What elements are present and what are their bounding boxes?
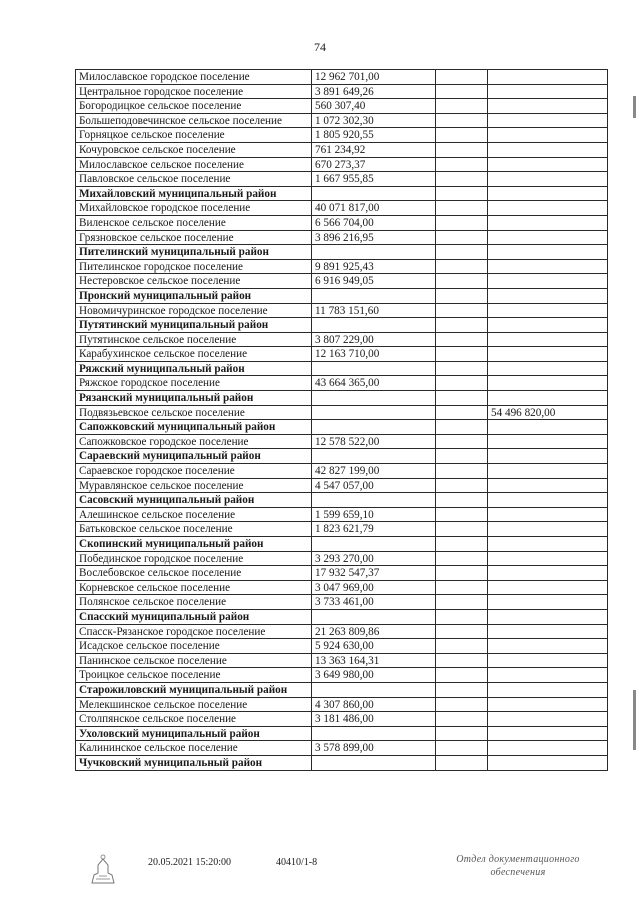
empty-cell [436, 755, 488, 770]
empty-cell [436, 507, 488, 522]
table-row [76, 624, 608, 639]
amount-cell [312, 420, 436, 435]
footer [0, 854, 640, 897]
amount-cell: 3 047 969,00 [312, 580, 436, 595]
footer-department-line2: обеспечения [490, 867, 546, 878]
settlement-name: Вослебовское сельское поселение [76, 566, 312, 581]
scan-margin-mark [633, 96, 636, 118]
amount2-cell [488, 712, 608, 727]
table-row [76, 128, 608, 143]
empty-cell [436, 566, 488, 581]
amount2-cell [488, 99, 608, 114]
settlement-name: Корневское сельское поселение [76, 580, 312, 595]
empty-cell [436, 551, 488, 566]
district-row [76, 318, 608, 333]
empty-cell [436, 609, 488, 624]
amount-cell: 1 072 302,30 [312, 113, 436, 128]
empty-cell [436, 741, 488, 756]
amount2-cell [488, 639, 608, 654]
amount-cell: 1 599 659,10 [312, 507, 436, 522]
empty-cell [436, 697, 488, 712]
empty-cell [436, 624, 488, 639]
district-row [76, 609, 608, 624]
amount-cell: 3 181 486,00 [312, 712, 436, 727]
amount-cell: 12 578 522,00 [312, 434, 436, 449]
amount-cell: 11 783 151,60 [312, 303, 436, 318]
empty-cell [436, 478, 488, 493]
table-row [76, 405, 608, 420]
district-row [76, 186, 608, 201]
empty-cell [436, 288, 488, 303]
amount-cell [312, 288, 436, 303]
empty-cell [436, 391, 488, 406]
amount2-cell [488, 303, 608, 318]
settlement-name: Павловское сельское поселение [76, 172, 312, 187]
amount2-cell [488, 70, 608, 85]
amount2-cell [488, 741, 608, 756]
amount-cell [312, 537, 436, 552]
scan-margin-mark [633, 690, 636, 750]
empty-cell [436, 682, 488, 697]
empty-cell [436, 361, 488, 376]
empty-cell [436, 172, 488, 187]
table-row [76, 142, 608, 157]
amount2-cell [488, 726, 608, 741]
empty-cell [436, 493, 488, 508]
amount2-cell [488, 128, 608, 143]
amount2-cell [488, 609, 608, 624]
footer-doc-number: 40410/1-8 [276, 857, 318, 868]
amount2-cell [488, 172, 608, 187]
amount2-cell [488, 230, 608, 245]
coat-of-arms-icon [88, 853, 118, 887]
settlement-name: Муравлянское сельское поселение [76, 478, 312, 493]
amount2-cell [488, 755, 608, 770]
district-row [76, 420, 608, 435]
amount-cell [312, 609, 436, 624]
empty-cell [436, 259, 488, 274]
district-row [76, 726, 608, 741]
amount-cell [312, 318, 436, 333]
district-name: Пителинский муниципальный район [76, 245, 312, 260]
empty-cell [436, 215, 488, 230]
district-row [76, 361, 608, 376]
settlement-name: Виленское сельское поселение [76, 215, 312, 230]
settlement-name: Милославское сельское поселение [76, 157, 312, 172]
amount2-cell [488, 464, 608, 479]
amount2-cell [488, 347, 608, 362]
amount-cell: 6 566 704,00 [312, 215, 436, 230]
empty-cell [436, 580, 488, 595]
settlement-name: Кочуровское сельское поселение [76, 142, 312, 157]
amount-cell: 761 234,92 [312, 142, 436, 157]
settlement-name: Новомичуринское городское поселение [76, 303, 312, 318]
amount-cell [312, 361, 436, 376]
amount2-cell [488, 274, 608, 289]
empty-cell [436, 201, 488, 216]
table-row [76, 113, 608, 128]
table-row [76, 639, 608, 654]
amount2-cell [488, 507, 608, 522]
amount2-cell [488, 420, 608, 435]
amount2-cell [488, 580, 608, 595]
table-row [76, 522, 608, 537]
table-row [76, 712, 608, 727]
district-name: Пронский муниципальный район [76, 288, 312, 303]
amount-cell: 12 962 701,00 [312, 70, 436, 85]
settlement-name: Михайловское городское поселение [76, 201, 312, 216]
settlement-name: Батьковское сельское поселение [76, 522, 312, 537]
amount2-cell [488, 113, 608, 128]
table-row [76, 653, 608, 668]
table-row [76, 70, 608, 85]
footer-department-line1: Отдел документационного [456, 854, 580, 865]
district-name: Рязанский муниципальный район [76, 391, 312, 406]
allocation-table [75, 69, 608, 771]
empty-cell [436, 449, 488, 464]
amount2-cell [488, 142, 608, 157]
empty-cell [436, 142, 488, 157]
table-row [76, 551, 608, 566]
table-row [76, 332, 608, 347]
amount2-cell [488, 288, 608, 303]
amount2-cell [488, 215, 608, 230]
settlement-name: Богородицкое сельское поселение [76, 99, 312, 114]
amount2-cell: 54 496 820,00 [488, 405, 608, 420]
table-row [76, 697, 608, 712]
district-row [76, 245, 608, 260]
empty-cell [436, 70, 488, 85]
amount-cell [312, 391, 436, 406]
table-row [76, 274, 608, 289]
empty-cell [436, 726, 488, 741]
district-row [76, 755, 608, 770]
amount2-cell [488, 259, 608, 274]
amount2-cell [488, 624, 608, 639]
amount-cell [312, 726, 436, 741]
amount2-cell [488, 537, 608, 552]
amount-cell: 1 667 955,85 [312, 172, 436, 187]
amount-cell: 17 932 547,37 [312, 566, 436, 581]
settlement-name: Сараевское городское поселение [76, 464, 312, 479]
empty-cell [436, 522, 488, 537]
amount-cell: 42 827 199,00 [312, 464, 436, 479]
amount-cell: 1 823 621,79 [312, 522, 436, 537]
amount2-cell [488, 522, 608, 537]
amount2-cell [488, 668, 608, 683]
amount2-cell [488, 566, 608, 581]
empty-cell [436, 420, 488, 435]
empty-cell [436, 318, 488, 333]
table-row [76, 376, 608, 391]
amount-cell: 3 649 980,00 [312, 668, 436, 683]
empty-cell [436, 464, 488, 479]
empty-cell [436, 595, 488, 610]
table-row [76, 99, 608, 114]
district-row [76, 288, 608, 303]
amount2-cell [488, 449, 608, 464]
empty-cell [436, 230, 488, 245]
table-row [76, 580, 608, 595]
amount2-cell [488, 84, 608, 99]
table-row [76, 507, 608, 522]
empty-cell [436, 332, 488, 347]
empty-cell [436, 99, 488, 114]
district-name: Сасовский муниципальный район [76, 493, 312, 508]
amount-cell [312, 449, 436, 464]
settlement-name: Исадское сельское поселение [76, 639, 312, 654]
district-name: Сараевский муниципальный район [76, 449, 312, 464]
table-row [76, 172, 608, 187]
amount2-cell [488, 595, 608, 610]
empty-cell [436, 653, 488, 668]
amount-cell: 3 578 899,00 [312, 741, 436, 756]
table-row [76, 215, 608, 230]
amount-cell: 43 664 365,00 [312, 376, 436, 391]
empty-cell [436, 113, 488, 128]
settlement-name: Троицкое сельское поселение [76, 668, 312, 683]
amount-cell [312, 682, 436, 697]
table-row [76, 464, 608, 479]
amount-cell: 3 807 229,00 [312, 332, 436, 347]
district-name: Старожиловский муниципальный район [76, 682, 312, 697]
table-row [76, 201, 608, 216]
amount-cell: 9 891 925,43 [312, 259, 436, 274]
amount-cell: 40 071 817,00 [312, 201, 436, 216]
empty-cell [436, 668, 488, 683]
empty-cell [436, 303, 488, 318]
district-name: Михайловский муниципальный район [76, 186, 312, 201]
empty-cell [436, 537, 488, 552]
district-row [76, 537, 608, 552]
district-row [76, 391, 608, 406]
settlement-name: Ряжское городское поселение [76, 376, 312, 391]
amount-cell: 12 163 710,00 [312, 347, 436, 362]
amount-cell: 13 363 164,31 [312, 653, 436, 668]
amount2-cell [488, 653, 608, 668]
empty-cell [436, 347, 488, 362]
amount2-cell [488, 434, 608, 449]
table-row [76, 434, 608, 449]
table-row [76, 347, 608, 362]
amount-cell: 1 805 920,55 [312, 128, 436, 143]
settlement-name: Панинское сельское поселение [76, 653, 312, 668]
amount2-cell [488, 697, 608, 712]
amount2-cell [488, 493, 608, 508]
table-row [76, 566, 608, 581]
empty-cell [436, 274, 488, 289]
empty-cell [436, 157, 488, 172]
amount2-cell [488, 391, 608, 406]
settlement-name: Полянское сельское поселение [76, 595, 312, 610]
table-row [76, 303, 608, 318]
settlement-name: Калининское сельское поселение [76, 741, 312, 756]
amount2-cell [488, 245, 608, 260]
settlement-name: Карабухинское сельское поселение [76, 347, 312, 362]
amount-cell: 4 547 057,00 [312, 478, 436, 493]
settlement-name: Путятинское сельское поселение [76, 332, 312, 347]
amount-cell: 21 263 809,86 [312, 624, 436, 639]
amount-cell: 6 916 949,05 [312, 274, 436, 289]
settlement-name: Горняцкое сельское поселение [76, 128, 312, 143]
amount-cell: 5 924 630,00 [312, 639, 436, 654]
district-name: Чучковский муниципальный район [76, 755, 312, 770]
table-row [76, 259, 608, 274]
table-row [76, 230, 608, 245]
settlement-name: Большеподовечинское сельское поселение [76, 113, 312, 128]
amount2-cell [488, 361, 608, 376]
empty-cell [436, 639, 488, 654]
amount2-cell [488, 332, 608, 347]
amount2-cell [488, 318, 608, 333]
district-name: Спасский муниципальный район [76, 609, 312, 624]
settlement-name: Подвязьевское сельское поселение [76, 405, 312, 420]
empty-cell [436, 128, 488, 143]
district-name: Ряжский муниципальный район [76, 361, 312, 376]
amount-cell [312, 405, 436, 420]
settlement-name: Пителинское городское поселение [76, 259, 312, 274]
amount-cell: 3 293 270,00 [312, 551, 436, 566]
settlement-name: Грязновское сельское поселение [76, 230, 312, 245]
table-row [76, 668, 608, 683]
empty-cell [436, 434, 488, 449]
amount2-cell [488, 201, 608, 216]
table-row [76, 157, 608, 172]
amount-cell [312, 493, 436, 508]
table-row [76, 478, 608, 493]
amount-cell: 670 273,37 [312, 157, 436, 172]
footer-department [440, 853, 596, 879]
amount2-cell [488, 157, 608, 172]
settlement-name: Милославское городское поселение [76, 70, 312, 85]
district-name: Путятинский муниципальный район [76, 318, 312, 333]
empty-cell [436, 245, 488, 260]
empty-cell [436, 84, 488, 99]
amount-cell: 560 307,40 [312, 99, 436, 114]
district-name: Скопинский муниципальный район [76, 537, 312, 552]
table-row [76, 84, 608, 99]
amount-cell [312, 245, 436, 260]
amount2-cell [488, 376, 608, 391]
table-row [76, 741, 608, 756]
amount-cell: 4 307 860,00 [312, 697, 436, 712]
table-body [76, 70, 608, 771]
amount2-cell [488, 682, 608, 697]
amount2-cell [488, 186, 608, 201]
settlement-name: Центральное городское поселение [76, 84, 312, 99]
amount2-cell [488, 551, 608, 566]
page-number: 74 [314, 40, 326, 54]
settlement-name: Алешинское сельское поселение [76, 507, 312, 522]
district-row [76, 449, 608, 464]
settlement-name: Спасск-Рязанское городское поселение [76, 624, 312, 639]
district-name: Сапожковский муниципальный район [76, 420, 312, 435]
amount-cell: 3 733 461,00 [312, 595, 436, 610]
district-row [76, 493, 608, 508]
settlement-name: Мелекшинское сельское поселение [76, 697, 312, 712]
empty-cell [436, 186, 488, 201]
settlement-name: Сапожковское городское поселение [76, 434, 312, 449]
settlement-name: Побединское городское поселение [76, 551, 312, 566]
footer-datetime: 20.05.2021 15:20:00 [148, 857, 232, 868]
settlement-name: Столпянское сельское поселение [76, 712, 312, 727]
table-row [76, 595, 608, 610]
amount2-cell [488, 478, 608, 493]
empty-cell [436, 712, 488, 727]
settlement-name: Нестеровское сельское поселение [76, 274, 312, 289]
district-name: Ухоловский муниципальный район [76, 726, 312, 741]
empty-cell [436, 376, 488, 391]
amount-cell [312, 186, 436, 201]
empty-cell [436, 405, 488, 420]
amount-cell: 3 891 649,26 [312, 84, 436, 99]
amount-cell: 3 896 216,95 [312, 230, 436, 245]
amount-cell [312, 755, 436, 770]
district-row [76, 682, 608, 697]
